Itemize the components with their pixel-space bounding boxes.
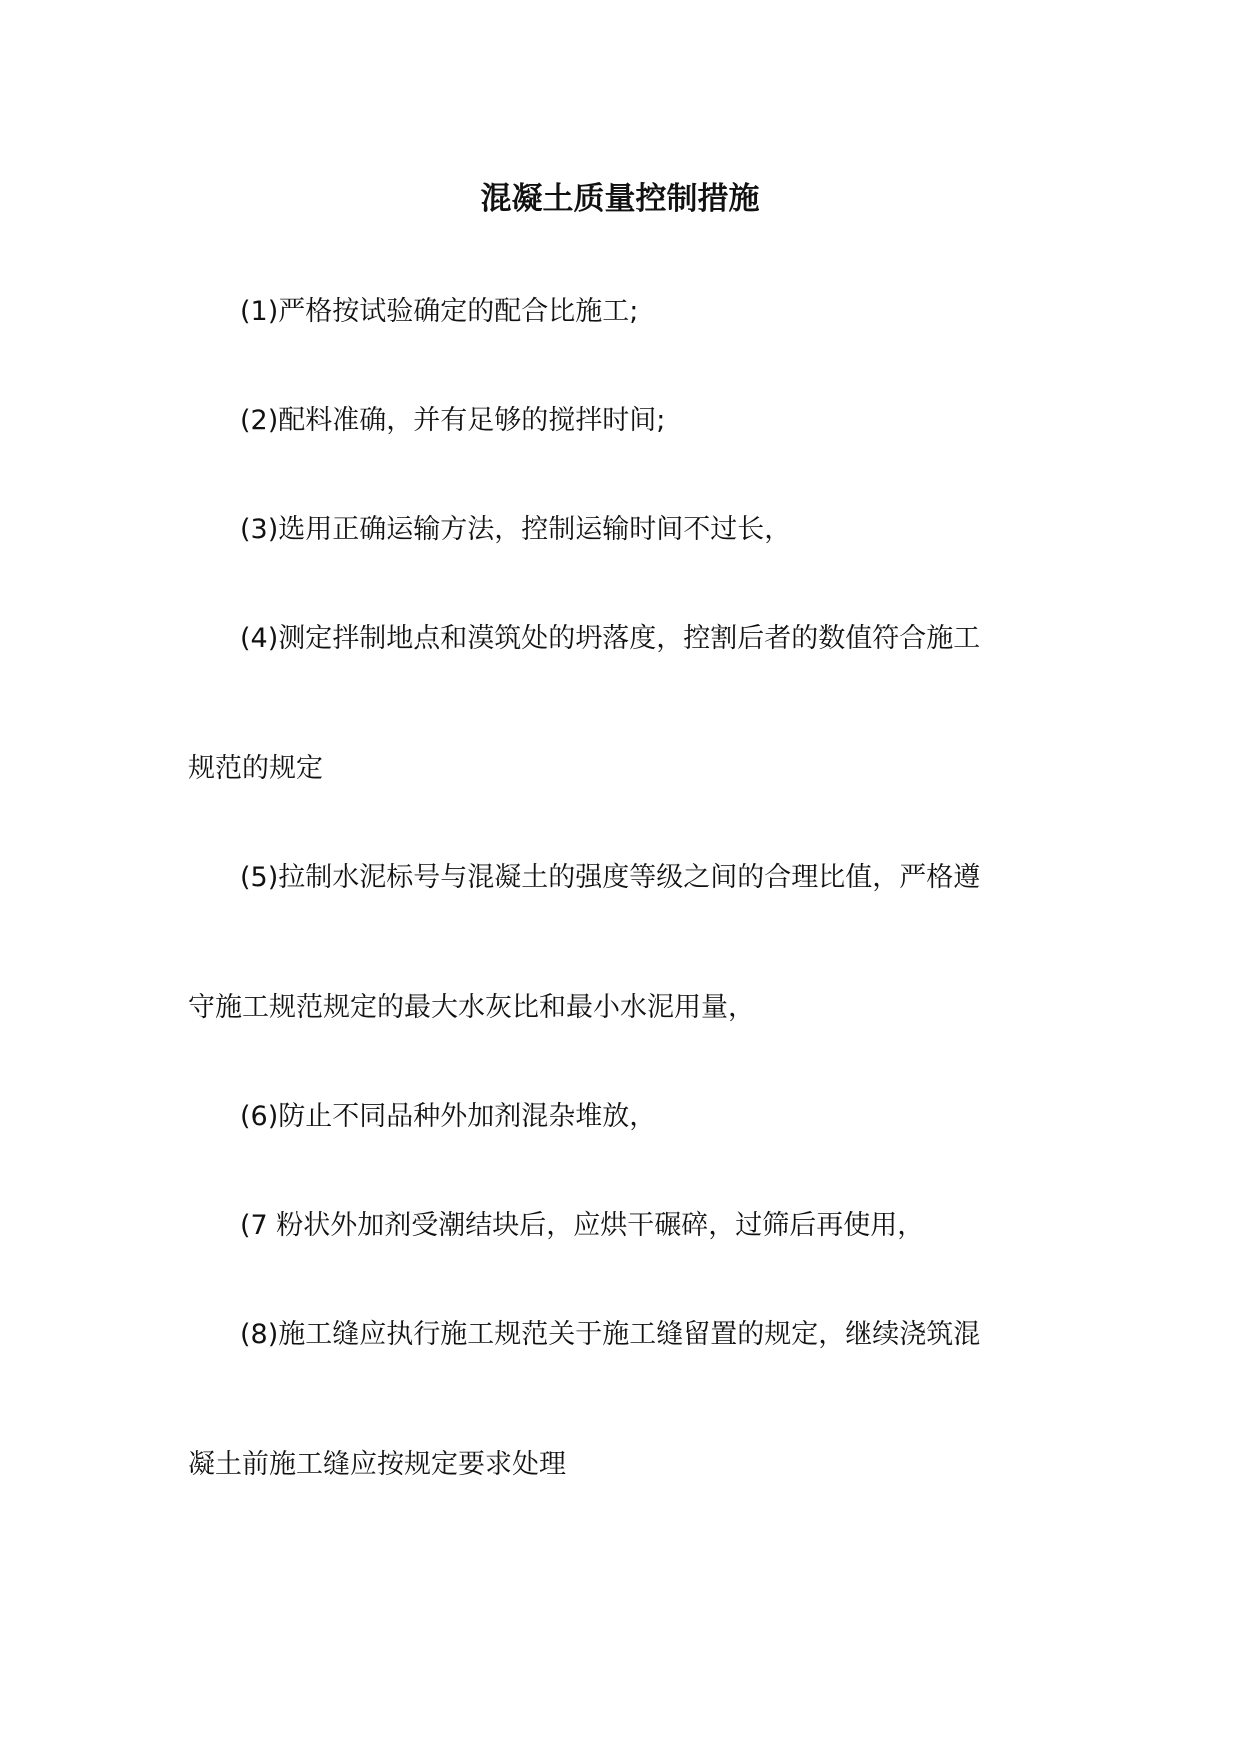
- document-title: 混凝土质量控制措施: [480, 181, 760, 217]
- paragraph-5-line-1: (5)拉制水泥标号与混凝土的强度等级之间的合理比值，严格遵: [240, 862, 981, 893]
- paragraph-6-line-1: (6)防止不同品种外加剂混杂堆放，: [240, 1101, 657, 1132]
- paragraph-7-line-1: (7 粉状外加剂受潮结块后，应烘干碾碎，过筛后再使用，: [240, 1210, 925, 1241]
- paragraph-4-line-1: (4)测定拌制地点和漠筑处的坍落度，控割后者的数值符合施工: [240, 623, 981, 654]
- paragraph-8-line-2: 凝土前施工缝应按规定要求处理: [188, 1449, 566, 1480]
- paragraph-1-line-1: (1)严格按试验确定的配合比施工;: [240, 296, 639, 327]
- paragraph-5-line-2: 守施工规范规定的最大水灰比和最小水泥用量，: [188, 992, 755, 1023]
- paragraph-8-line-1: (8)施工缝应执行施工规范关于施工缝留置的规定，继续浇筑混: [240, 1319, 981, 1350]
- paragraph-2-line-1: (2)配料准确，并有足够的搅拌时间;: [240, 405, 666, 436]
- paragraph-4-line-2: 规范的规定: [188, 753, 323, 784]
- paragraph-3-line-1: (3)选用正确运输方法，控制运输时间不过长，: [240, 514, 792, 545]
